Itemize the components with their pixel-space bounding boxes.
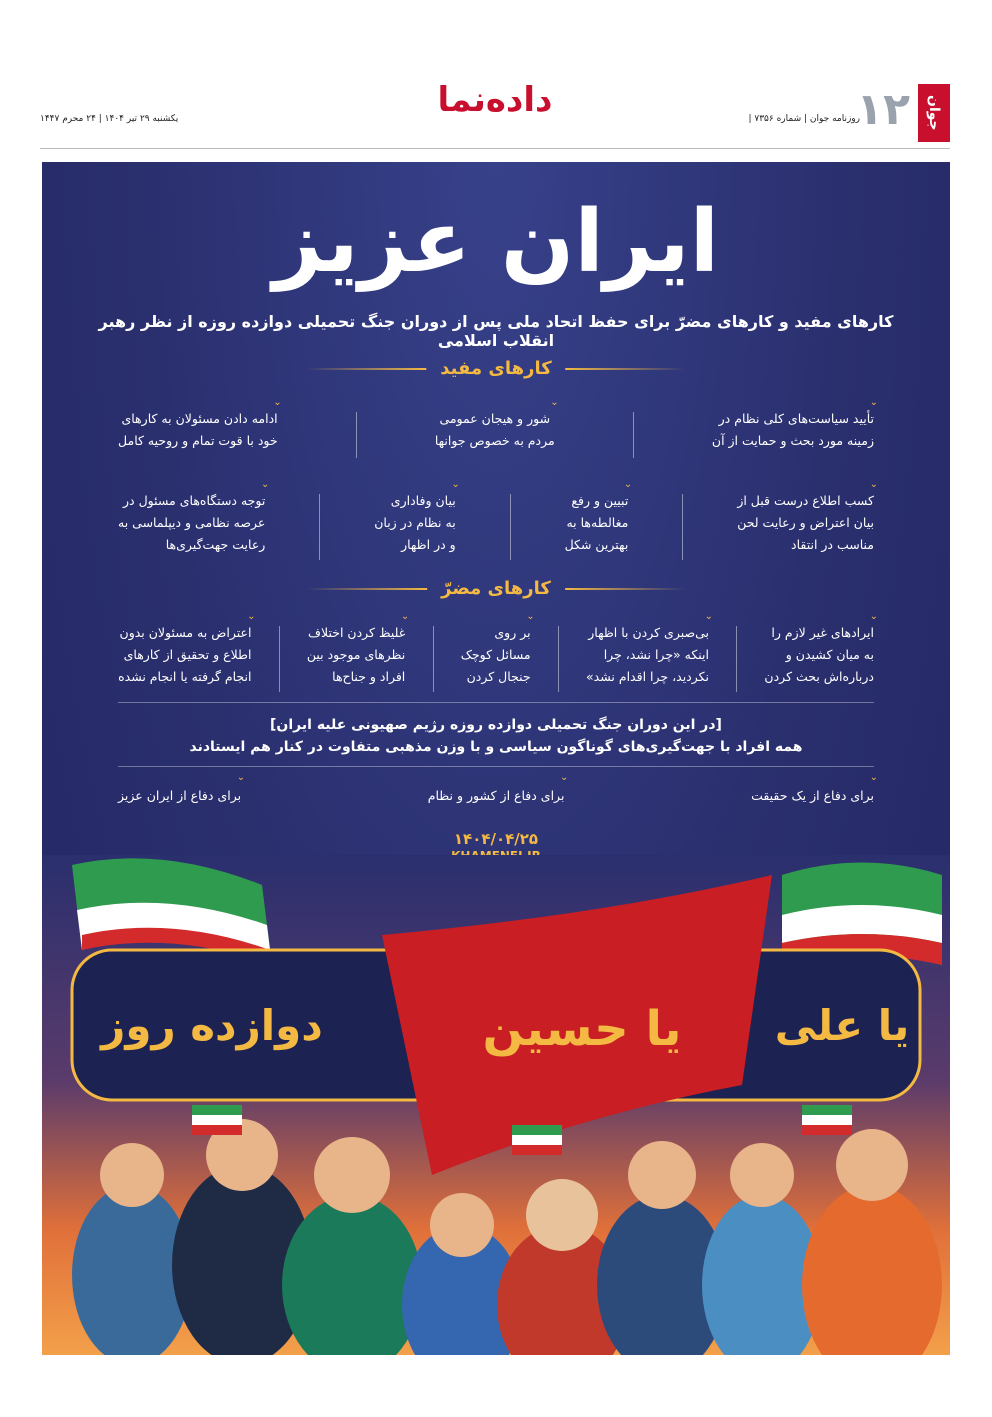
- chevron-down-icon: ⌄: [260, 479, 270, 490]
- useful-item: ⌄ کسب اطلاع درست قبل از بیان اعتراض و رعایت لحن مناسب در انتقاد: [737, 480, 874, 556]
- flag-icon: [802, 1105, 852, 1135]
- page-number: ۱۲: [856, 84, 910, 135]
- date-info: یکشنبه ۲۹ تیر ۱۴۰۴ | ۲۴ محرم ۱۴۴۷: [40, 114, 179, 124]
- divider: [682, 494, 683, 560]
- chevron-down-icon: ⌄: [273, 397, 282, 408]
- divider: [558, 626, 559, 692]
- harmful-item: ⌄ بی‌صبری کردن با اظهار اینکه «چرا نشد، چرا نکردید، چرا اقدام نشد»: [586, 612, 709, 688]
- chevron-down-icon: ⌄: [869, 479, 878, 490]
- harmful-item: ⌄ غلیظ کردن اختلاف نظرهای موجود بین افراد و جناح‌ها: [307, 612, 405, 688]
- useful-heading-label: کارهای مفید: [440, 358, 552, 379]
- poster-subtitle: کارهای مفید و کارهای مضرّ برای حفظ اتحاد ملی پس از دوران جنگ تحمیلی دوازده روزه از نظر رهبر انقلاب اسلامی: [98, 312, 894, 350]
- crowd-illustration: [42, 855, 950, 1355]
- harmful-heading-label: کارهای مضرّ: [441, 578, 551, 599]
- harmful-item: ⌄ ایرادهای غیر لازم را به میان کشیدن و درباره‌اش بحث کردن: [764, 612, 874, 688]
- chevron-down-icon: ⌄: [400, 611, 410, 622]
- harmful-item: ⌄ اعتراض به مسئولان بدون اطلاع و تحقیق از کارهای انجام گرفته یا انجام نشده: [118, 612, 251, 688]
- issue-info: روزنامه جوان | شماره ۷۳۵۶ |: [748, 114, 860, 124]
- flag-icon: [192, 1105, 242, 1135]
- divider: [433, 626, 434, 692]
- divider: [736, 626, 737, 692]
- quote-line: [در این دوران جنگ تحمیلی دوازده روزه رژیم صهیونی علیه ایران]: [270, 717, 722, 733]
- useful-item: ⌄ ادامه دادن مسئولان به کارهای خود با قوت تمام و روحیه کامل: [118, 398, 278, 452]
- brand-logo: جوان: [918, 84, 950, 142]
- red-flag-text: یا حسین: [482, 1001, 682, 1057]
- useful-heading: [276, 356, 715, 381]
- divider: [633, 412, 634, 458]
- useful-row-2: [118, 479, 878, 560]
- divider: [510, 494, 511, 560]
- chevron-down-icon: ⌄: [550, 397, 559, 408]
- useful-item: ⌄ تأیید سیاست‌های کلی نظام در زمینه مورد بحث و حمایت از آن: [712, 398, 874, 452]
- footer-item: ⌄ برای دفاع از ایران عزیز: [118, 772, 246, 803]
- section-title: داده‌نما: [437, 80, 553, 120]
- footer-row: [118, 772, 878, 803]
- harmful-row: [118, 611, 878, 692]
- useful-item: ⌄ توجه دستگاه‌های مسئول در عرصه نظامی و دیپلماسی به رعایت جهت‌گیری‌ها: [118, 480, 265, 556]
- banner-left-text: دوازده روز: [101, 1001, 323, 1050]
- useful-item: ⌄ تبیین و رفع مغالطه‌ها به بهترین شکل: [565, 480, 629, 556]
- poster-title: ایران عزیز: [272, 192, 720, 292]
- masthead: [40, 78, 950, 148]
- masthead-rule: [40, 148, 950, 149]
- banner-right-text: یا علی: [774, 1001, 910, 1050]
- chevron-down-icon: ⌄: [560, 772, 569, 783]
- flag-icon: [512, 1125, 562, 1155]
- useful-row-1: [118, 397, 878, 458]
- chevron-down-icon: ⌄: [869, 772, 878, 783]
- useful-item: ⌄ بیان وفاداری به نظام در زبان و در اظهار: [374, 480, 456, 556]
- harmful-heading: [277, 576, 715, 601]
- harmful-item: ⌄ بر روی مسائل کوچک جنجال کردن: [461, 612, 531, 688]
- infographic-poster: [42, 162, 950, 1355]
- footer-item: ⌄ برای دفاع از یک حقیقت: [751, 772, 878, 803]
- date-stamp: ۱۴۰۴/۰۴/۲۵: [453, 830, 539, 848]
- divider: [118, 702, 874, 703]
- divider: [118, 766, 874, 767]
- chevron-down-icon: ⌄: [247, 611, 256, 622]
- divider: [356, 412, 357, 458]
- chevron-down-icon: ⌄: [236, 772, 246, 783]
- quote-line: همه افراد با جهت‌گیری‌های گوناگون سیاسی و با وزن مذهبی متفاوت در کنار هم ایستادند: [189, 739, 803, 755]
- footer-item: ⌄ برای دفاع از کشور و نظام: [427, 772, 569, 803]
- chevron-down-icon: ⌄: [451, 479, 460, 490]
- chevron-down-icon: ⌄: [526, 611, 535, 622]
- chevron-down-icon: ⌄: [704, 611, 714, 622]
- divider: [279, 626, 280, 692]
- quote-block: [82, 714, 910, 758]
- chevron-down-icon: ⌄: [869, 397, 878, 408]
- chevron-down-icon: ⌄: [623, 479, 633, 490]
- divider: [319, 494, 320, 560]
- useful-item: ⌄ شور و هیجان عمومی مردم به خصوص جوانها: [435, 398, 555, 452]
- chevron-down-icon: ⌄: [869, 611, 878, 622]
